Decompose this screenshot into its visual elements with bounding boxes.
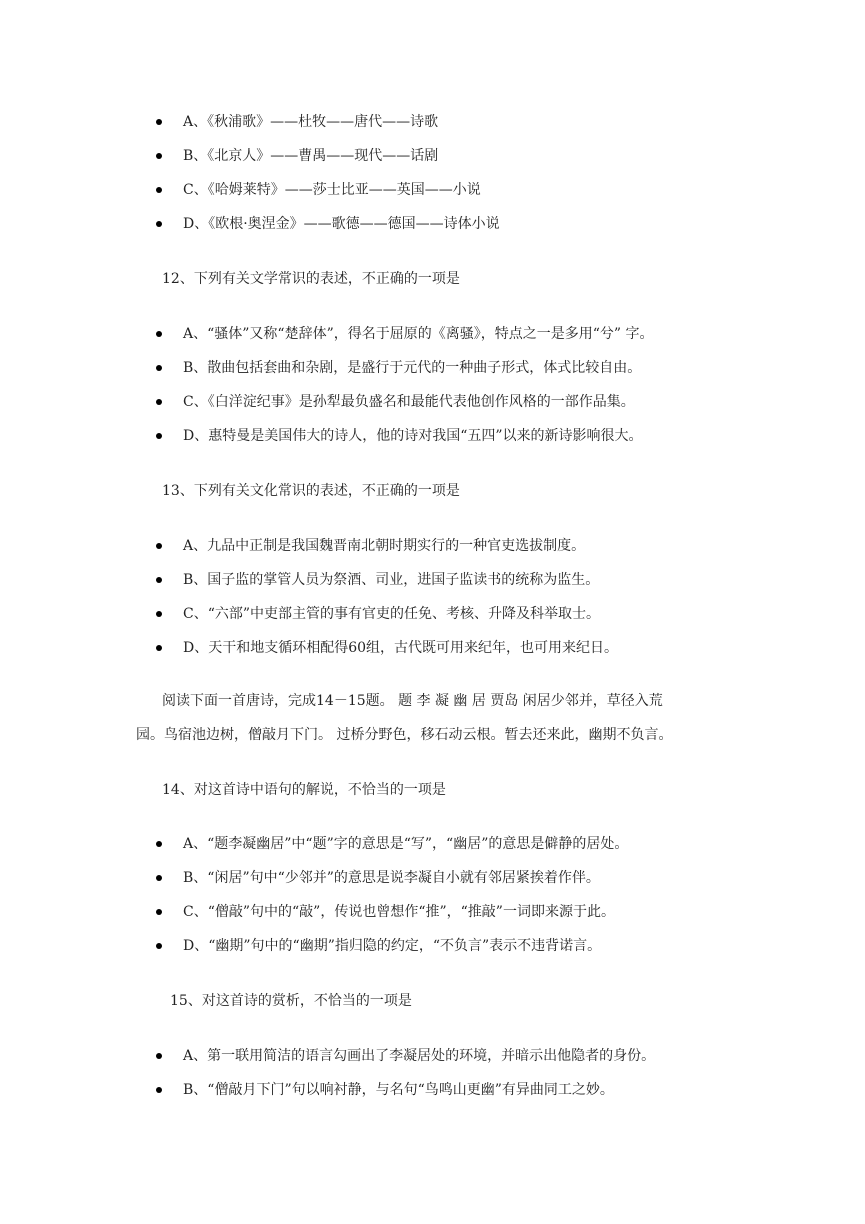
option-text: A、“题李凝幽居”中“题”字的意思是“写”，“幽居”的意思是僻静的居处。 xyxy=(183,836,629,852)
option-text: B、散曲包括套曲和杂剧，是盛行于元代的一种曲子形式，体式比较自由。 xyxy=(183,360,642,376)
option-text: D、“幽期”句中的“幽期”指归隐的约定，“不负言”表示不违背诺言。 xyxy=(183,938,602,954)
option-group-q15 xyxy=(0,1039,865,1107)
list-item xyxy=(0,827,865,861)
option-text: D、天干和地支循环相配得60组，古代既可用来纪年，也可用来纪日。 xyxy=(183,640,619,656)
option-group-q13 xyxy=(0,529,865,665)
list-item xyxy=(0,861,865,895)
question-13-stem: 13、下列有关文化常识的表述，不正确的一项是 xyxy=(162,483,460,499)
bullet-icon xyxy=(156,1087,162,1093)
list-item xyxy=(0,529,865,563)
list-item xyxy=(0,419,865,453)
bullet-icon xyxy=(156,365,162,371)
question-12-stem: 12、下列有关文学常识的表述，不正确的一项是 xyxy=(162,271,460,287)
list-item xyxy=(0,929,865,963)
list-item xyxy=(0,385,865,419)
option-text: B、国子监的掌管人员为祭酒、司业，进国子监读书的统称为监生。 xyxy=(183,572,600,588)
option-group-q12 xyxy=(0,317,865,453)
bullet-icon xyxy=(156,611,162,617)
option-text: C、“六部”中吏部主管的事有官吏的任免、考核、升降及科举取士。 xyxy=(183,606,601,622)
bullet-icon xyxy=(156,1053,162,1059)
option-text: C、“僧敲”句中的“敲”，传说也曾想作“推”，“推敲”一词即来源于此。 xyxy=(183,904,615,920)
bullet-icon xyxy=(156,577,162,583)
option-text: C、《哈姆莱特》——莎士比亚——英国——小说 xyxy=(183,182,481,198)
bullet-icon xyxy=(156,909,162,915)
list-item xyxy=(0,563,865,597)
option-text: A、九品中正制是我国魏晋南北朝时期实行的一种官吏选拔制度。 xyxy=(183,538,586,554)
bullet-icon xyxy=(156,221,162,227)
bullet-icon xyxy=(156,841,162,847)
reading-passage xyxy=(136,684,736,752)
list-item xyxy=(0,631,865,665)
option-group-q11 xyxy=(0,105,865,241)
bullet-icon xyxy=(156,331,162,337)
list-item xyxy=(0,351,865,385)
list-item xyxy=(0,597,865,631)
bullet-icon xyxy=(156,645,162,651)
list-item xyxy=(0,173,865,207)
bullet-icon xyxy=(156,399,162,405)
passage-line: 阅读下面一首唐诗，完成14－15题。 题 李 凝 幽 居 贾岛 闲居少邻并，草径入荒 xyxy=(162,693,663,709)
option-text: A、“骚体”又称“楚辞体”，得名于屈原的《离骚》，特点之一是多用“兮” 字。 xyxy=(183,326,654,342)
bullet-icon xyxy=(156,187,162,193)
question-14-stem: 14、对这首诗中语句的解说，不恰当的一项是 xyxy=(162,782,446,798)
option-text: B、《北京人》——曹禺——现代——话剧 xyxy=(183,148,439,164)
option-text: D、《欧根·奥涅金》——歌德——德国——诗体小说 xyxy=(183,216,500,232)
passage-line: 园。鸟宿池边树，僧敲月下门。 过桥分野色，移石动云根。暂去还来此，幽期不负言。 xyxy=(136,727,673,743)
list-item xyxy=(0,317,865,351)
option-text: A、《秋浦歌》——杜牧——唐代——诗歌 xyxy=(183,114,439,130)
list-item xyxy=(0,895,865,929)
question-15-stem: 15、对这首诗的赏析，不恰当的一项是 xyxy=(170,993,412,1009)
option-text: B、“僧敲月下门”句以响衬静，与名句“鸟鸣山更幽”有异曲同工之妙。 xyxy=(183,1082,614,1098)
option-text: D、惠特曼是美国伟大的诗人，他的诗对我国“五四”以来的新诗影响很大。 xyxy=(183,428,643,444)
bullet-icon xyxy=(156,875,162,881)
list-item xyxy=(0,139,865,173)
list-item xyxy=(0,105,865,139)
bullet-icon xyxy=(156,543,162,549)
option-text: C、《白洋淀纪事》是孙犁最负盛名和最能代表他创作风格的一部作品集。 xyxy=(183,394,635,410)
list-item xyxy=(0,207,865,241)
bullet-icon xyxy=(156,943,162,949)
option-text: A、第一联用简洁的语言勾画出了李凝居处的环境，并暗示出他隐者的身份。 xyxy=(183,1048,656,1064)
list-item xyxy=(0,1039,865,1073)
list-item xyxy=(0,1073,865,1107)
bullet-icon xyxy=(156,433,162,439)
option-group-q14 xyxy=(0,827,865,963)
bullet-icon xyxy=(156,119,162,125)
bullet-icon xyxy=(156,153,162,159)
option-text: B、“闲居”句中“少邻并”的意思是说李凝自小就有邻居紧挨着作伴。 xyxy=(183,870,600,886)
